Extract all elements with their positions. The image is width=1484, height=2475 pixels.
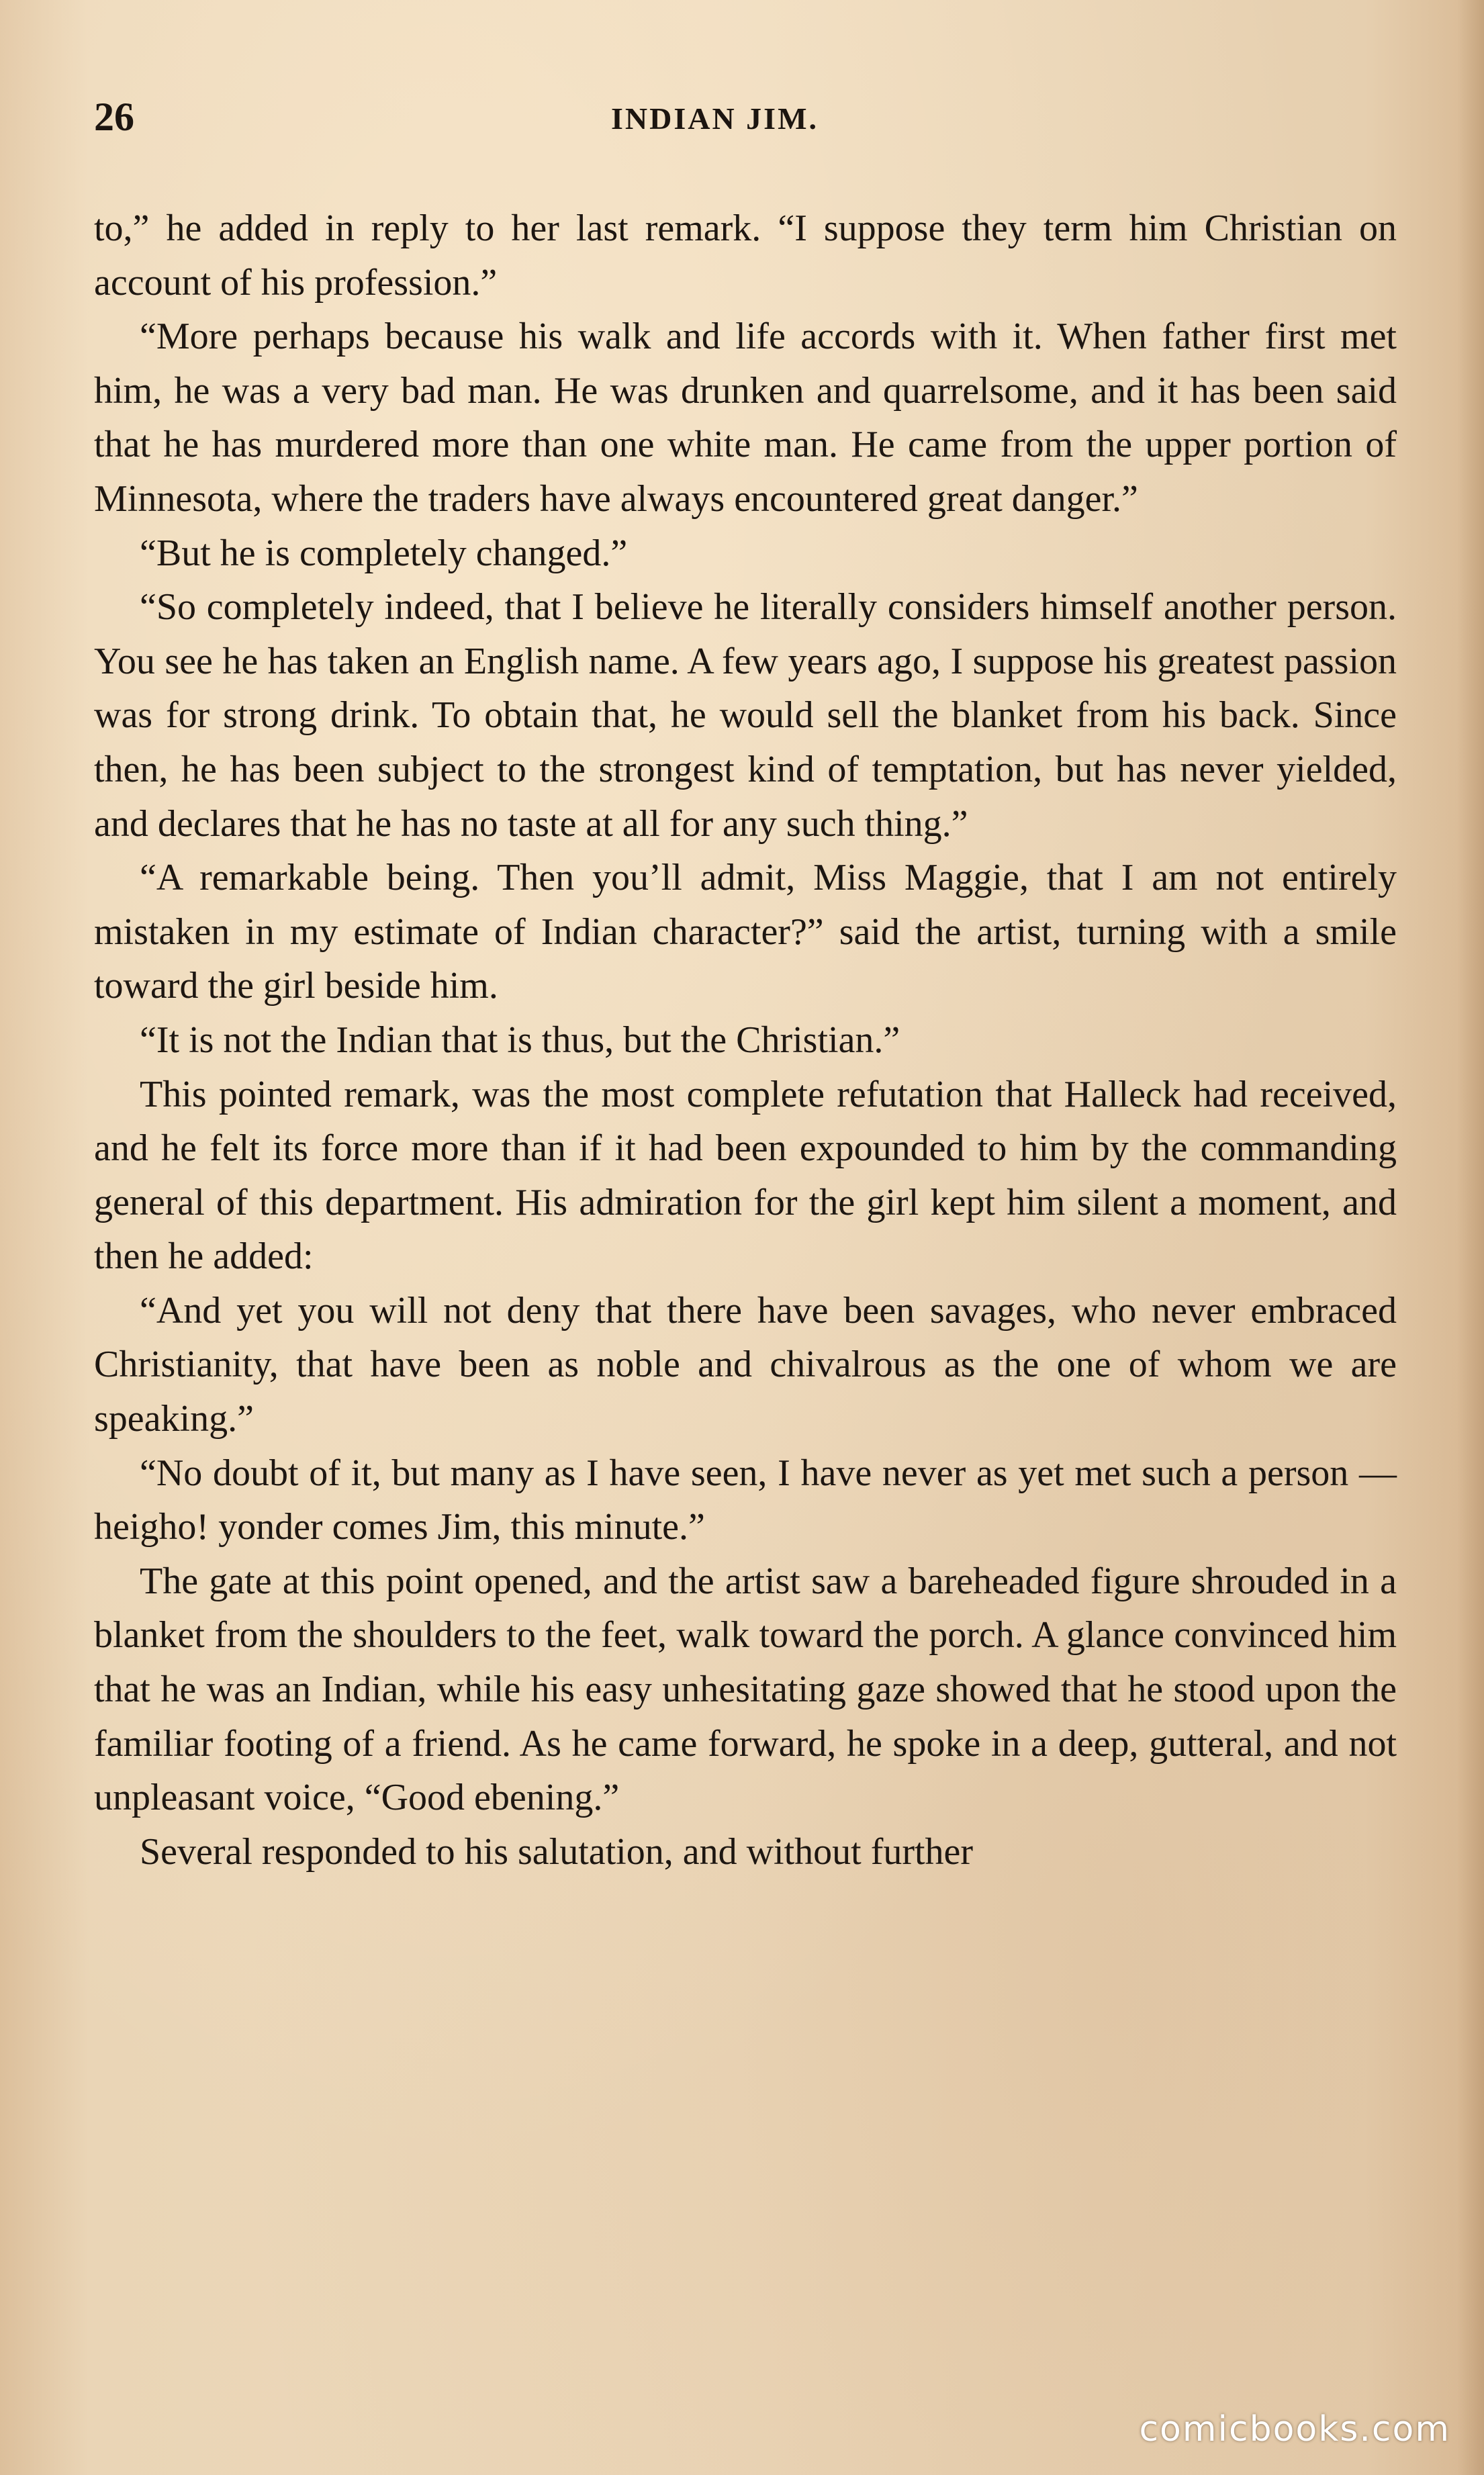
- watermark: comicbooks.com: [1139, 2409, 1450, 2449]
- paragraph: Several responded to his salutation, and without further: [140, 1830, 974, 1873]
- paragraph: “More perhaps because his walk and life accords with it. When father first met him, he was a very bad man. He was drunken and quarrelsome, and it has been said that he has murdered more than one white man. He came from the upper portion of Minnesota, where the traders have always encountered great danger.”: [94, 316, 1397, 520]
- running-head: INDIAN JIM.: [611, 101, 819, 136]
- page-header: [94, 94, 1397, 148]
- page-number: 26: [94, 95, 134, 139]
- paragraph: “No doubt of it, but many as I have seen, I have never as yet met such a person — heigho! yonder comes Jim, this minute.”: [94, 1452, 1397, 1548]
- paragraph: “It is not the Indian that is thus, but the Christian.”: [140, 1019, 900, 1061]
- paragraph: The gate at this point opened, and the artist saw a bareheaded figure shrouded in a blanket from the shoulders to the feet, walk toward the porch. A glance convinced him that he was an Indian, while his easy unhesitating gaze showed that he stood upon the familiar footing of a friend. As he came forward, he spoke in a deep, gutteral, and not unpleasant voice, “Good ebening.”: [94, 1560, 1397, 1819]
- paragraph: to,” he added in reply to her last remark. “I suppose they term him Christian on account of his profession.”: [94, 207, 1397, 303]
- paragraph: This pointed remark, was the most complete refutation that Halleck had received, and he felt its force more than if it had been expounded to him by the commanding general of this department. His admiration for the girl kept him silent a moment, and then he added:: [94, 1073, 1397, 1278]
- body-text: [94, 201, 1397, 1879]
- paragraph: “So completely indeed, that I believe he literally considers himself another person. You see he has taken an English name. A few years ago, I suppose his greatest passion was for strong drink. To obtain that, he would sell the blanket from his back. Since then, he has been subject to the strongest kind of temptation, but has never yielded, and declares that he has no taste at all for any such thing.”: [94, 586, 1397, 845]
- paragraph: “A remarkable being. Then you’ll admit, Miss Maggie, that I am not entirely mistaken in my estimate of Indian character?” said the artist, turning with a smile toward the girl beside him.: [94, 857, 1397, 1007]
- paragraph: “But he is completely changed.”: [140, 532, 628, 574]
- paragraph: “And yet you will not deny that there have been savages, who never embraced Christianity, that have been as noble and chivalrous as the one of whom we are speaking.”: [94, 1289, 1397, 1440]
- page-edge-shadow: [1457, 0, 1484, 2475]
